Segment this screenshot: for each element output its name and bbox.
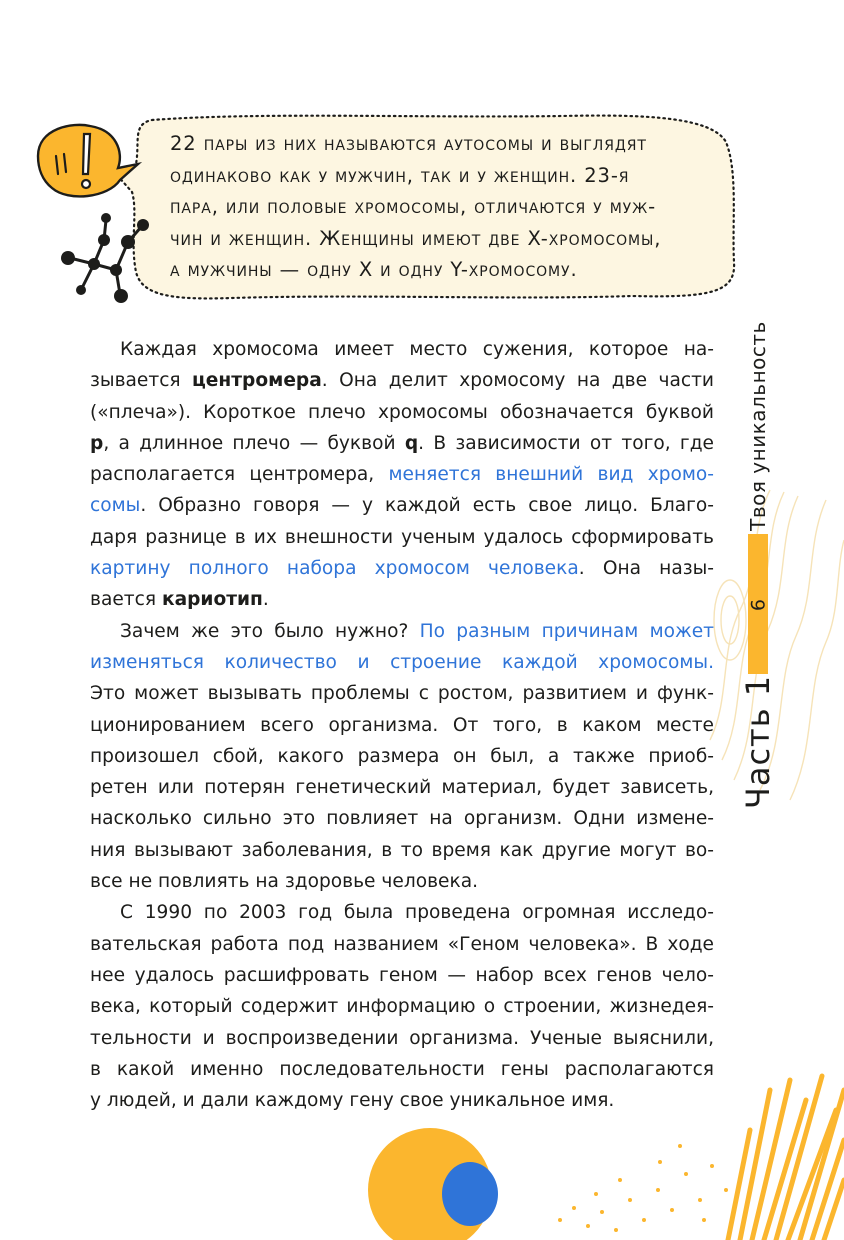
text-line: насколько сильно это повлияет на организм. Одни измене- bbox=[90, 808, 714, 830]
body-text bbox=[90, 334, 714, 1116]
text-line: века, который содержит информацию о строении, жизнедея- bbox=[90, 996, 714, 1018]
text-line: в какой именно последовательности гены располагаются bbox=[90, 1058, 714, 1080]
text-span: . bbox=[262, 589, 269, 611]
bottom-decoration bbox=[360, 1070, 844, 1240]
text-line bbox=[90, 490, 714, 521]
part-title: Часть 1 bbox=[739, 674, 777, 810]
highlight-text: По разным причинам может bbox=[419, 620, 714, 642]
text-line: даря разнице в их внешности ученым удалось сформировать bbox=[90, 526, 714, 548]
highlight-text: меняется внешний вид хромо- bbox=[388, 464, 714, 486]
text-span: вается bbox=[90, 589, 162, 611]
highlight-text: сомы bbox=[90, 495, 141, 517]
text-line bbox=[90, 553, 714, 584]
text-line bbox=[90, 365, 714, 396]
term-centromere: центромера bbox=[192, 370, 322, 392]
text-span: Зачем же это было нужно? bbox=[120, 620, 420, 642]
text-span: . Она делит хромосому на две части bbox=[321, 370, 714, 392]
text-line: нее удалось расшифровать геном — набор всех генов чело- bbox=[90, 964, 714, 986]
text-span: , а длинное плечо — буквой bbox=[103, 432, 405, 454]
text-line: («плеча»). Короткое плечо хромосомы обозначается буквой bbox=[90, 401, 714, 423]
note-text bbox=[170, 128, 715, 286]
note-line: одинаково как у мужчин, так и у женщин. 23-я bbox=[170, 163, 630, 187]
text-line: Каждая хромосома имеет место сужения, которое на- bbox=[120, 339, 714, 360]
paragraph-why bbox=[90, 616, 714, 898]
term-karyotype: кариотип bbox=[161, 589, 263, 611]
text-span: располагается центромера, bbox=[90, 464, 389, 486]
text-line: Это может вызывать проблемы с ростом, развитием и функ- bbox=[90, 683, 714, 705]
term-p: p bbox=[90, 432, 104, 454]
text-line: все не повлиять на здоровье человека. bbox=[90, 871, 479, 893]
note-line: а мужчины — одну X и одну Y-хромосому. bbox=[170, 258, 578, 281]
highlight-text: картину полного набора хромосом человека bbox=[90, 558, 579, 580]
text-line: произошел сбой, какого размера он был, а также приоб- bbox=[90, 745, 714, 767]
text-line: у людей, и дали каждому гену свое уникальное имя. bbox=[90, 1090, 615, 1112]
note-line: 22 пары из них называются аутосомы и выглядят bbox=[170, 132, 647, 155]
text-line bbox=[90, 584, 714, 615]
page-number: 9 bbox=[746, 598, 768, 612]
text-line bbox=[90, 428, 714, 459]
note-line: чин и женщин. Женщины имеют две X-хромосомы, bbox=[170, 226, 662, 250]
text-span: . Образно говоря — у каждой есть свое лицо. Благо- bbox=[140, 495, 714, 517]
term-q: q bbox=[404, 432, 419, 454]
note-line: пара, или половые хромосомы, отличаются у муж- bbox=[170, 195, 657, 218]
text-line: изменяться количество и строение каждой хромосомы. bbox=[90, 651, 714, 673]
text-line: тельности и воспроизведении организма. Ученые выяснили, bbox=[90, 1027, 714, 1049]
text-line: вательская работа под названием «Геном человека». В ходе bbox=[90, 933, 714, 955]
text-line: С 1990 по 2003 год была проведена огромная исследо- bbox=[120, 902, 714, 924]
text-line: ретен или потерян генетический материал, будет зависеть, bbox=[90, 777, 714, 799]
text-line bbox=[90, 616, 714, 647]
paragraph-karyotype bbox=[90, 334, 714, 616]
text-line bbox=[90, 459, 714, 490]
text-line: ционированием всего организма. От того, в каком месте bbox=[90, 714, 714, 736]
text-span: зывается bbox=[90, 370, 193, 392]
text-span: . В зависимости от того, где bbox=[418, 432, 714, 454]
text-span: . Она назы- bbox=[578, 558, 714, 580]
text-line: ния вызывают заболевания, в то время как другие могут во- bbox=[90, 839, 714, 861]
running-head: Твоя уникальность bbox=[746, 321, 770, 531]
molecule-icon bbox=[46, 204, 156, 314]
exclamation-bubble-icon bbox=[28, 116, 148, 206]
